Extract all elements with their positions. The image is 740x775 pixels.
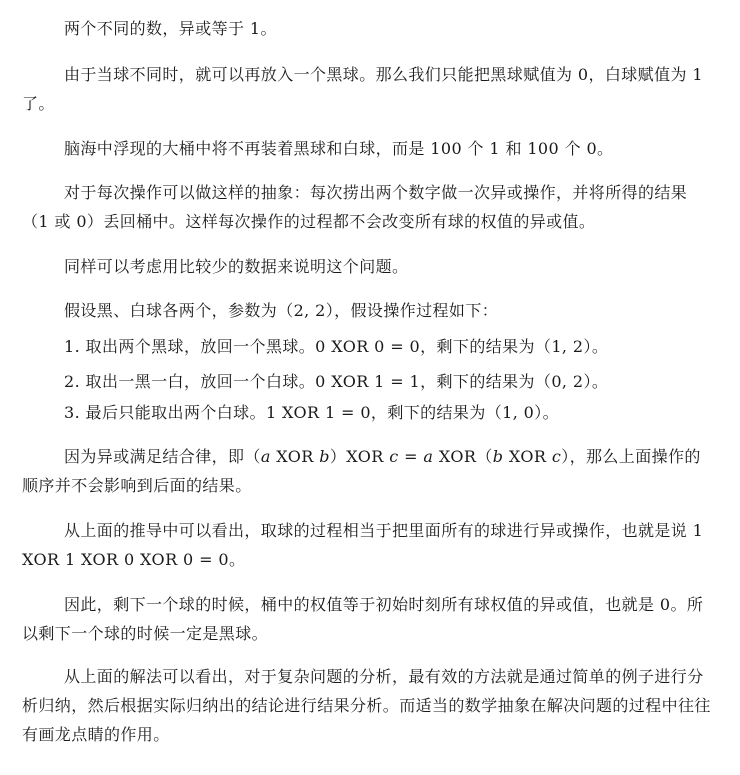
var-c: c [389, 447, 399, 466]
assoc-mid: ）XOR [329, 447, 390, 466]
paragraph-conclusion-black: 因此，剩下一个球的时候，桶中的权值等于初始时刻所有球权值的异或值，也就是 0。所以剩下一个球的时候一定是黑球。 [22, 595, 704, 643]
var-c-2: c [551, 447, 562, 466]
assoc-xor-2: XOR（ [433, 447, 493, 466]
paragraph-abstraction: 对于每次操作可以做这样的抽象：每次捞出两个数字做一次异或操作，并将所得的结果（1 或 0）丢回桶中。这样每次操作的过程都不会改变所有球的权值的异或值。 [22, 183, 688, 231]
var-a-2: a [423, 447, 434, 466]
paragraph-black-ball-value: 由于当球不同时，就可以再放入一个黑球。那么我们只能把黑球赋值为 0，白球赋值为 1 了。 [22, 65, 703, 113]
var-a: a [260, 447, 271, 466]
assoc-eq: = [398, 447, 424, 466]
paragraph-bucket-numbers: 脑海中浮现的大桶中将不再装着黑球和白球，而是 100 个 1 和 100 个 0。 [64, 139, 614, 158]
step-item-1: 1. 取出两个黑球，放回一个黑球。0 XOR 0 = 0，剩下的结果为（1, 2）。 [64, 337, 609, 356]
step-item-2: 2. 取出一黑一白，放回一个白球。0 XOR 1 = 1，剩下的结果为（0, 2）。 [64, 372, 609, 391]
assoc-xor-3: XOR [503, 447, 552, 466]
paragraph-xor-different: 两个不同的数，异或等于 1。 [64, 19, 277, 38]
paragraph-small-data: 同样可以考虑用比较少的数据来说明这个问题。 [64, 257, 409, 276]
var-b-2: b [492, 447, 504, 466]
assoc-text-after: ），那么上面操作的顺序并不会影响到后面的结果。 [22, 447, 701, 495]
var-b: b [319, 447, 330, 466]
paragraph-derivation: 从上面的推导中可以看出，取球的过程相当于把里面所有的球进行异或操作，也就是说 1 XOR 1 XOR 0 XOR 0 = 0。 [22, 521, 704, 569]
assoc-text-before: 因为异或满足结合律，即（ [64, 447, 261, 466]
paragraph-assumption: 假设黑、白球各两个，参数为（2, 2），假设操作过程如下： [64, 301, 499, 320]
paragraph-method-summary: 从上面的解法可以看出，对于复杂问题的分析，最有效的方法就是通过简单的例子进行分析归纳，然后根据实际归纳出的结论进行结果分析。而适当的数学抽象在解决问题的过程中往往有画龙点睛的作用。 [22, 667, 711, 744]
step-item-3: 3. 最后只能取出两个白球。1 XOR 1 = 0，剩下的结果为（1, 0）。 [64, 403, 560, 422]
paragraph-associativity [22, 442, 712, 500]
assoc-xor-1: XOR [270, 447, 320, 466]
